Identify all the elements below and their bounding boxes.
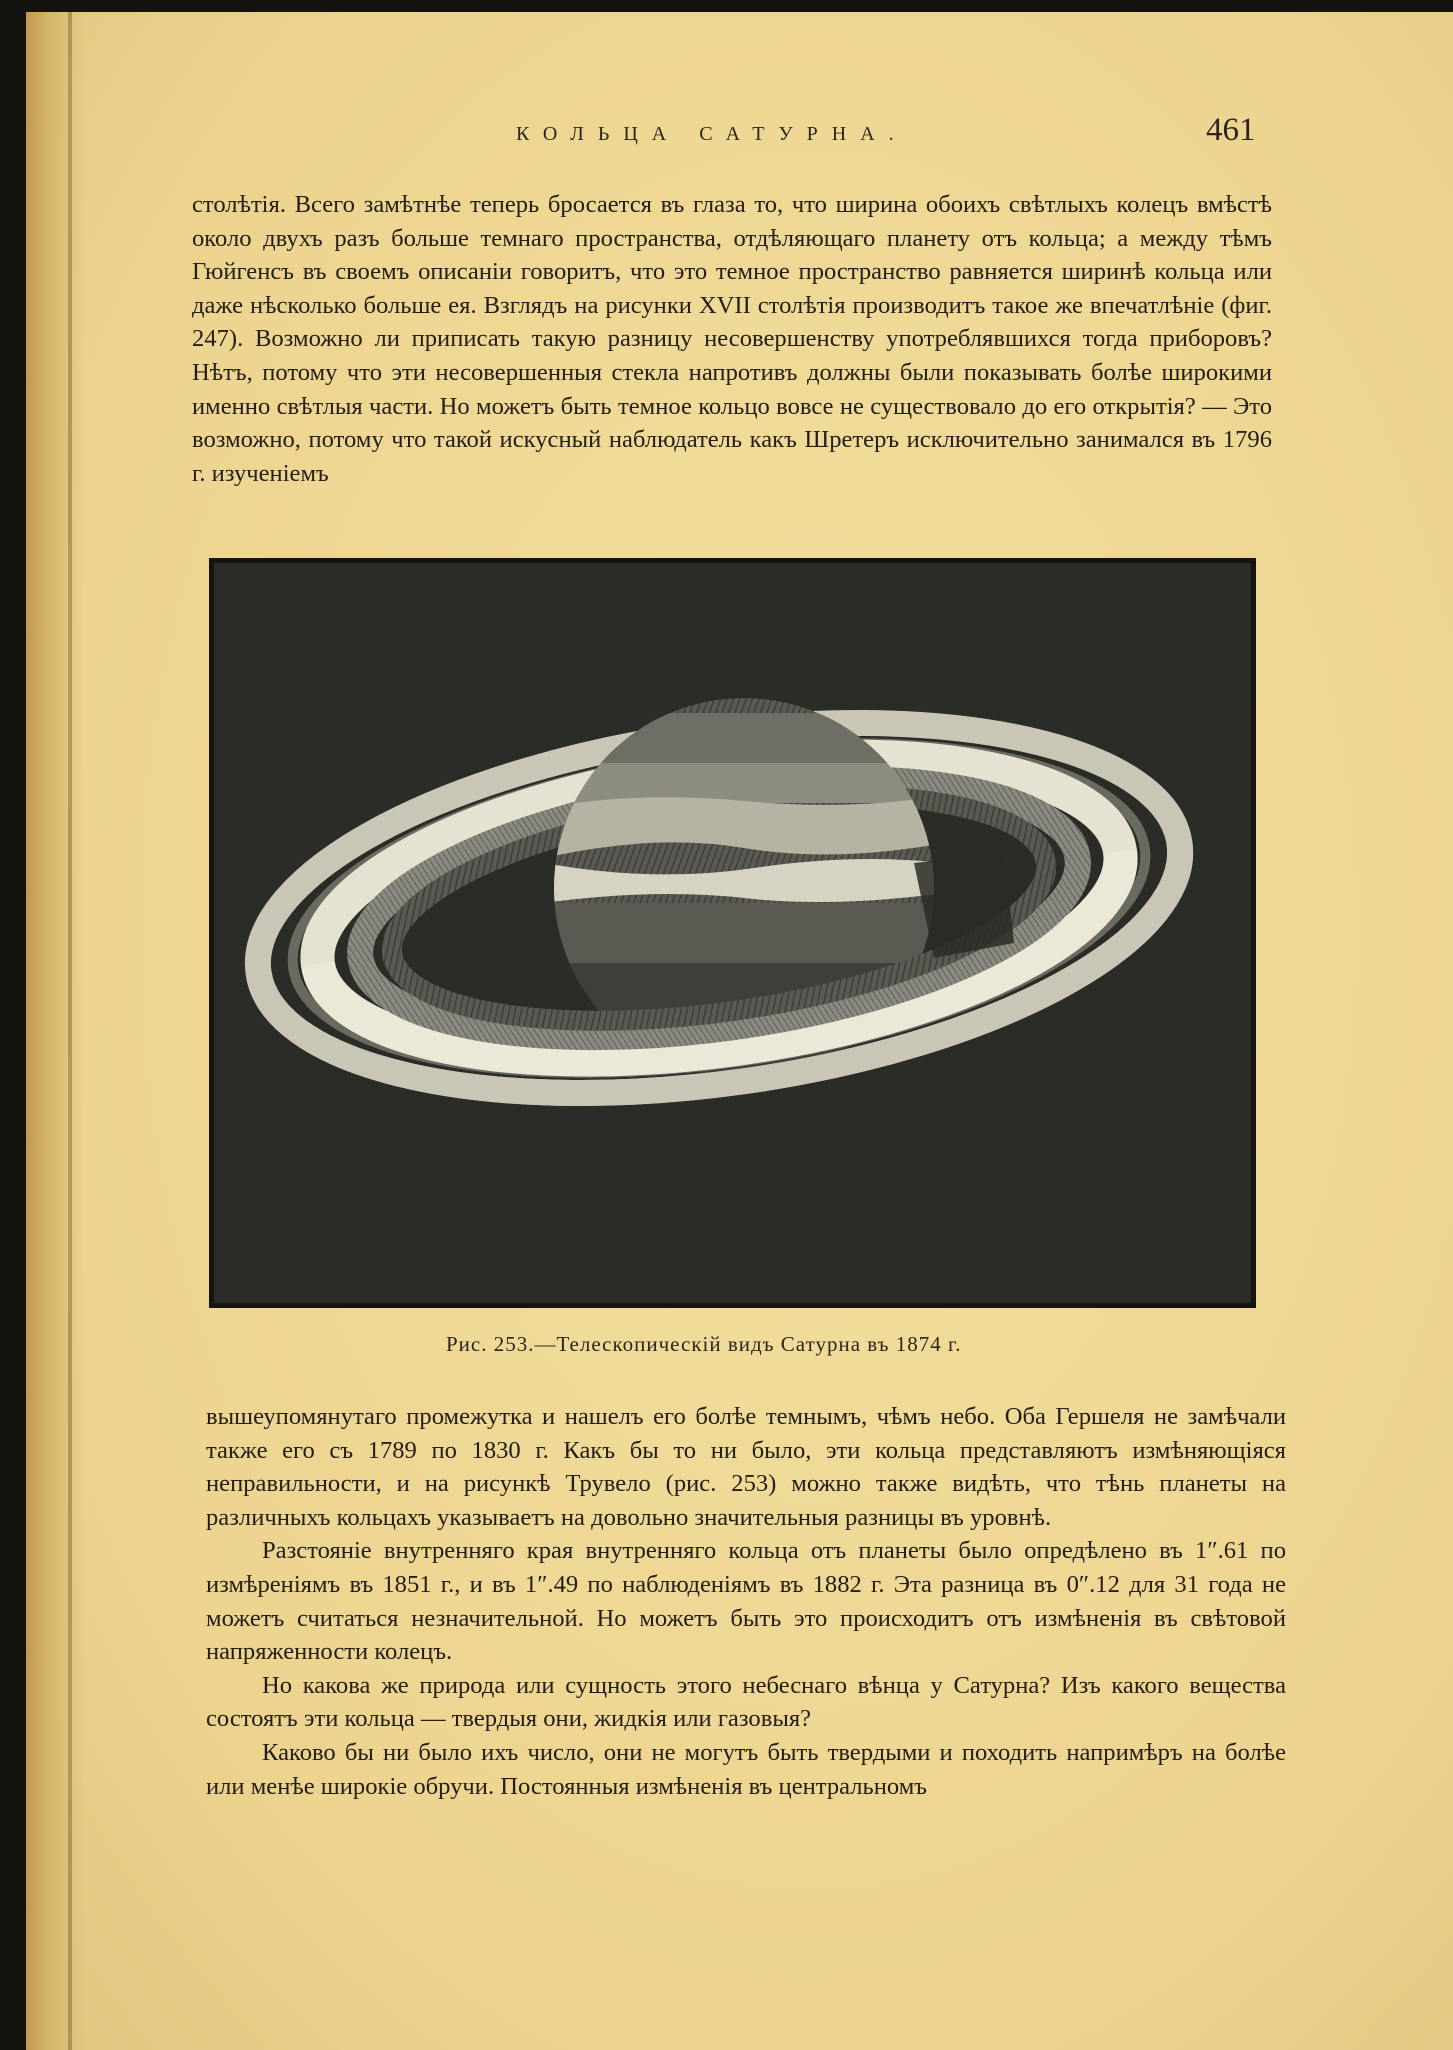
- running-title: КОЛЬЦА САТУРНА.: [516, 123, 908, 145]
- paragraph: столѣтія. Всего замѣтнѣе теперь бросается въ глаза то, что ширина обоихъ свѣтлыхъ колецъ вмѣстѣ около двухъ разъ больше темнаго пространства, отдѣляющаго планету отъ кольца; а между тѣмъ Гюйгенсъ въ своемъ описаніи говоритъ, что это темное пространство равняется ширинѣ кольца или даже нѣсколько больше ея. Взглядъ на рисунки XVII столѣтія производитъ такое же впечатлѣніе (фиг. 247). Возможно ли приписать такую разницу несовершенству употреблявшихся тогда приборовъ? Нѣтъ, потому что эти несовершенныя стекла напротивъ должны были показывать болѣе широкими именно свѣтлыя части. Но можетъ быть темное кольцо вовсе не существовало до его открытія? — Это возможно, потому что такой искусный наблюдатель какъ Шретеръ исключительно занимался въ 1796 г. изученіемъ: [192, 191, 1272, 487]
- paragraph: Разстояніе внутренняго края внутренняго кольца отъ планеты было опредѣлено въ 1″.61 по измѣреніямъ въ 1851 г., и въ 1″.49 по наблюденіямъ въ 1882 г. Эта разница въ 0″.12 для 31 года не можетъ считаться незначительной. Но можетъ быть это происходитъ отъ измѣненія въ свѣтовой напряженности колецъ.: [206, 1537, 1286, 1666]
- figure-caption: Рис. 253.—Телескопическій видъ Сатурна въ 1874 г.: [446, 1332, 962, 1356]
- top-text-block: [192, 188, 1272, 490]
- saturn-figure: [209, 558, 1256, 1308]
- page-gutter-shadow: [26, 12, 86, 2050]
- saturn-engraving: [214, 563, 1251, 1303]
- paragraph: Каково бы ни было ихъ число, они не могутъ быть твердыми и походить напримѣръ на болѣе или менѣе широкіе обручи. Постоянныя измѣненія въ центральномъ: [206, 1738, 1286, 1800]
- binding-edge: [68, 12, 72, 2050]
- paragraph: вышеупомянутаго промежутка и нашелъ его болѣе темнымъ, чѣмъ небо. Оба Гершеля не замѣчали также его съ 1789 по 1830 г. Какъ бы то ни было, эти кольца представляютъ измѣняющіяся неправильности, и на рисункѣ Трувело (рис. 253) можно также видѣть, что тѣнь планеты на различныхъ кольцахъ указываетъ на довольно значительныя разницы въ уровнѣ.: [206, 1403, 1286, 1531]
- book-page: [26, 12, 1453, 2050]
- paragraph: Но какова же природа или сущность этого небеснаго вѣнца у Сатурна? Изъ какого вещества состоятъ эти кольца — твердыя они, жидкія или газовыя?: [206, 1671, 1286, 1733]
- bottom-text-block: [206, 1400, 1286, 1803]
- page-number: 461: [1206, 112, 1256, 148]
